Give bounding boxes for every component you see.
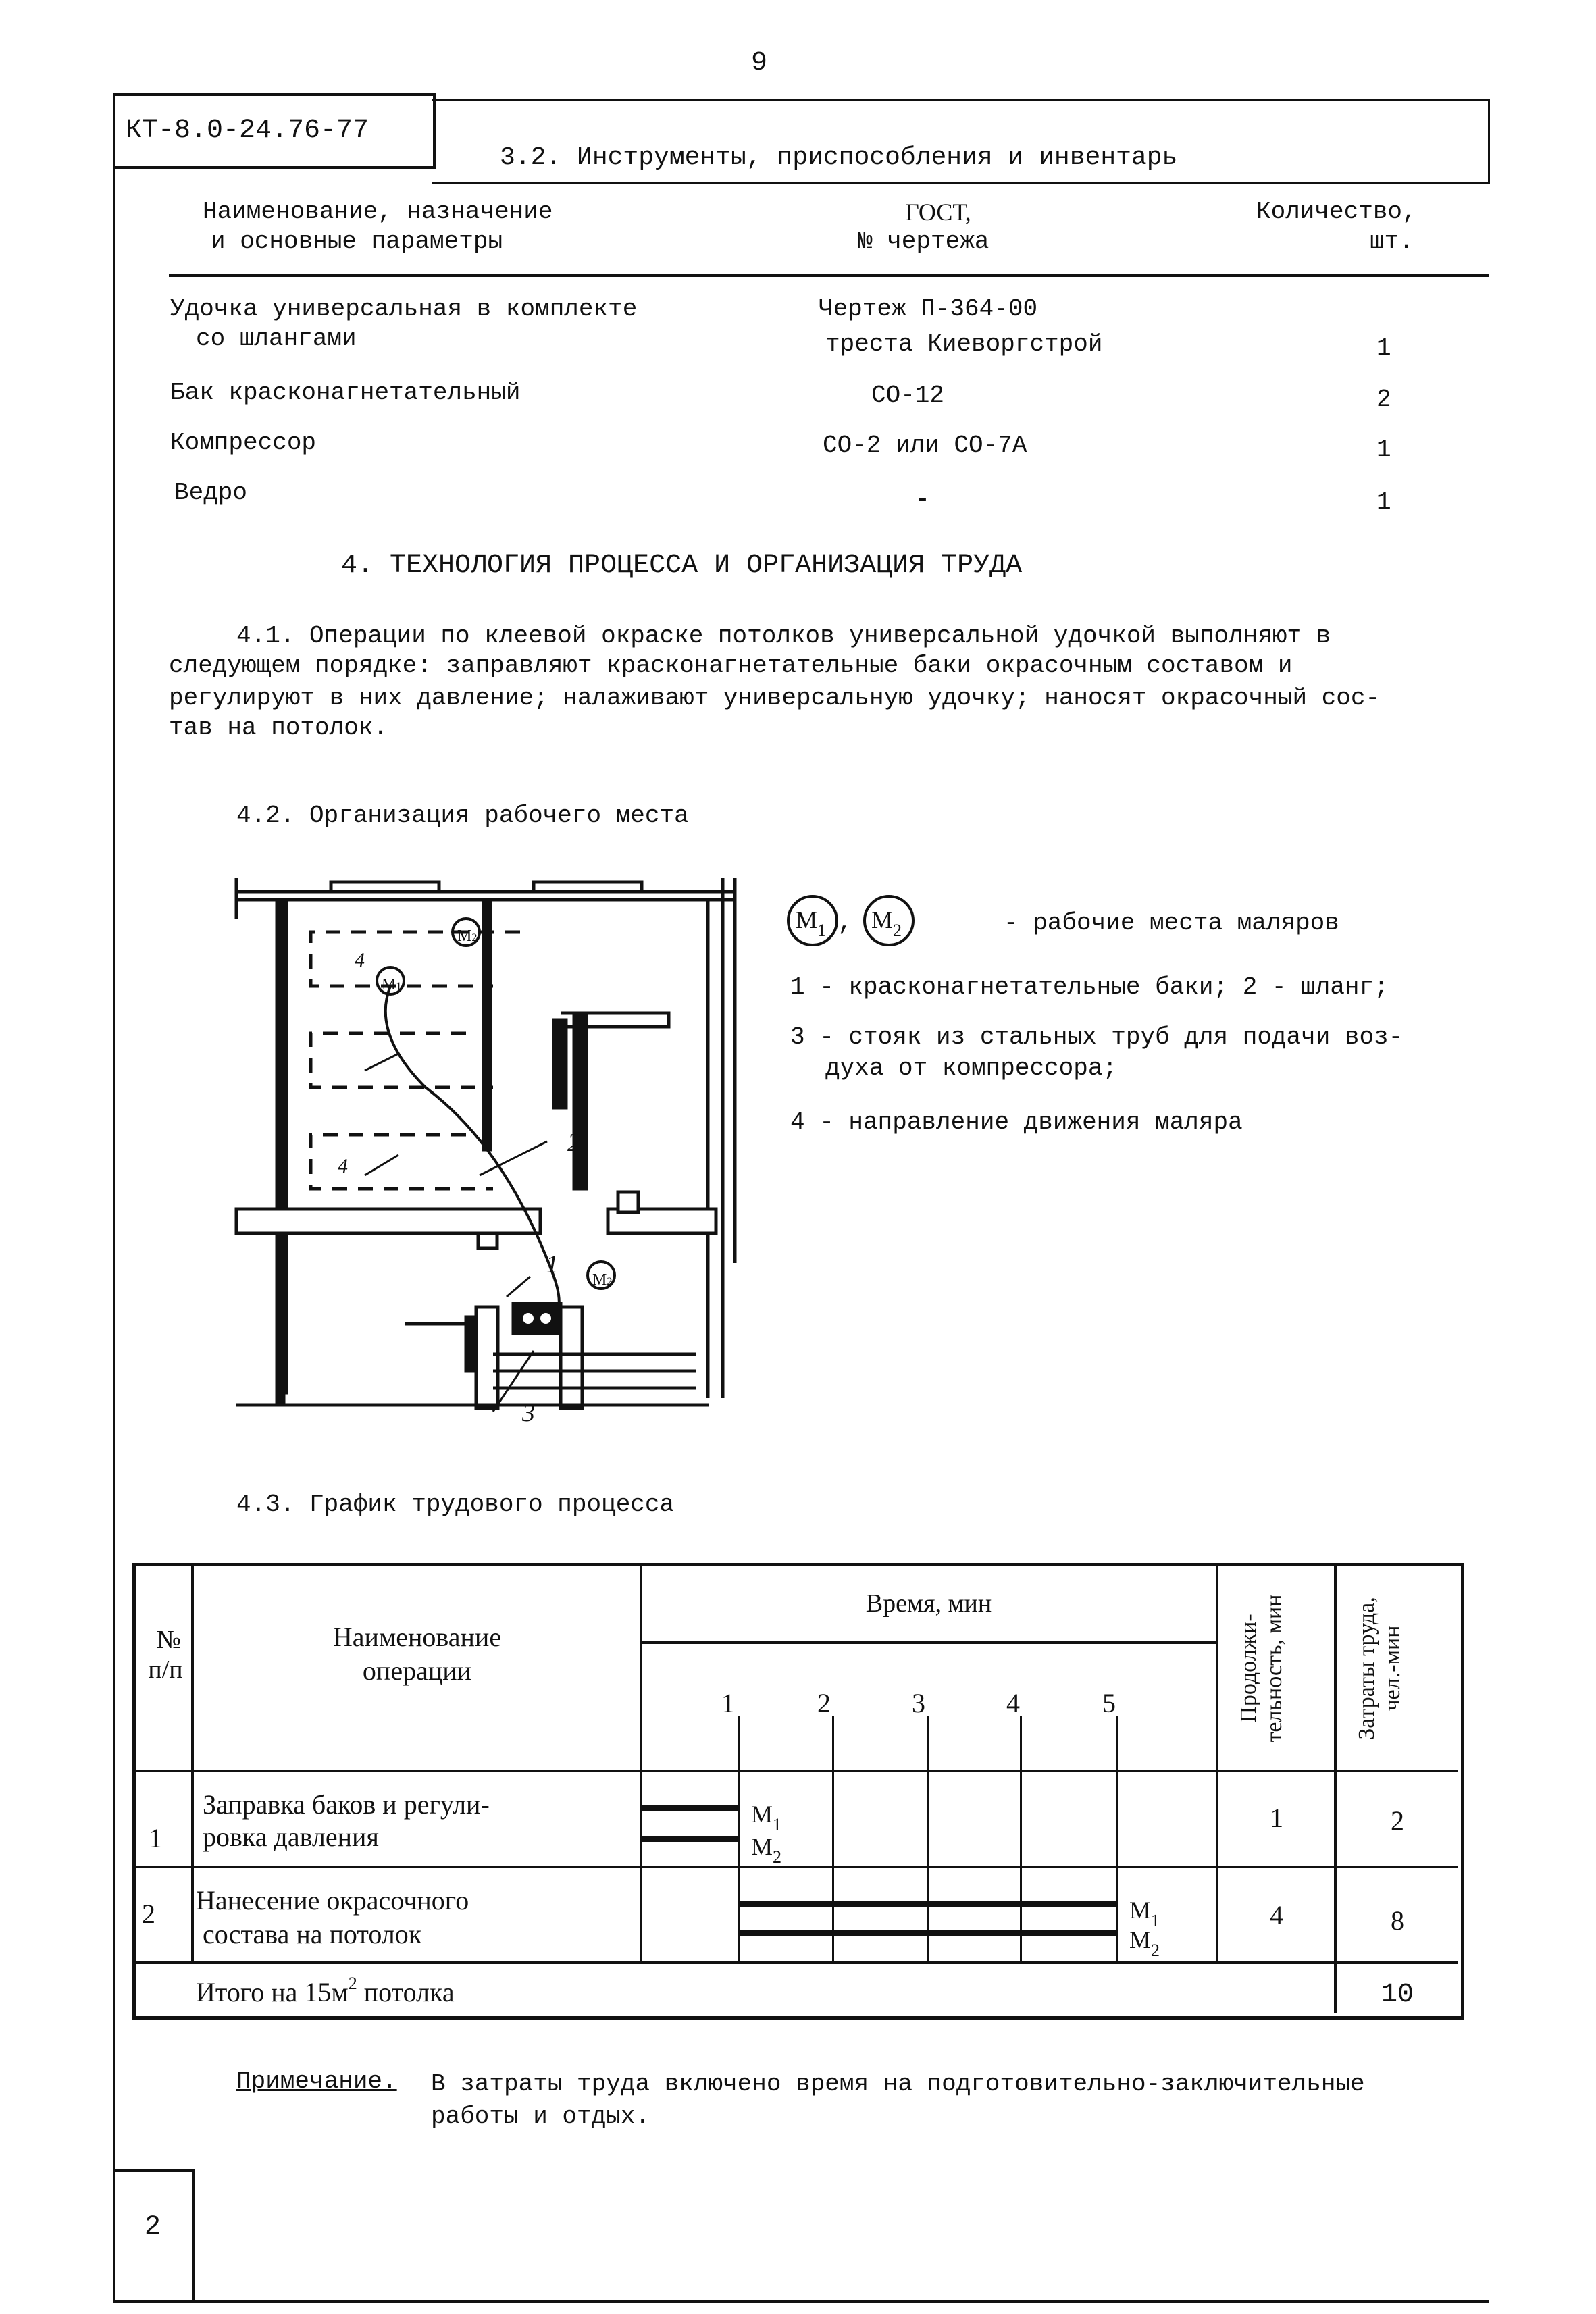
- heading-4-2: 4.2. Организация рабочего места: [236, 802, 689, 829]
- page-number: 9: [751, 48, 768, 78]
- diagram-m-lower: M2: [592, 1271, 613, 1289]
- para-4-1-line4: тав на потолок.: [169, 714, 388, 742]
- legend-m-desc: - рабочие места маляров: [1004, 909, 1339, 937]
- diagram-label-1: 1: [546, 1250, 559, 1279]
- tools-header-name-2: и основные параметры: [211, 228, 503, 255]
- tool-name-1: Удочка универсальная в комплекте: [170, 295, 638, 323]
- tool-gost-4: -: [915, 486, 930, 513]
- total-value: 10: [1381, 1980, 1414, 2010]
- tools-header-top-rule: [432, 182, 1489, 184]
- legend-m2: $M_2$: [871, 906, 902, 940]
- row2-no: 2: [142, 1899, 155, 1929]
- time-tick-4: 4: [1006, 1688, 1020, 1718]
- sched-vline-duration: [1334, 1563, 1337, 2013]
- time-gridline-3: [927, 1716, 929, 1961]
- sheet-box-right: [192, 2169, 195, 2303]
- note-line2: работы и отдых.: [431, 2103, 650, 2130]
- tool-qty-2: 2: [1376, 386, 1391, 413]
- sched-col-name: Наименование: [332, 1622, 502, 1652]
- tool-qty-1: 1: [1376, 334, 1391, 362]
- row2-bar-m2: [738, 1930, 1116, 1936]
- diagram-label-4b: 4: [338, 1155, 348, 1177]
- legend-comma: ,: [838, 908, 853, 937]
- doc-code: КТ-8.0-24.76-77: [126, 115, 369, 146]
- tools-header-qty: Количество,: [1256, 198, 1417, 226]
- legend-line-3: 4 - направление движения маляра: [790, 1108, 1243, 1136]
- legend-line-1: 1 - красконагнетательные баки; 2 - шланг;: [790, 973, 1389, 1001]
- row2-label-m1: $M_1$: [1129, 1897, 1160, 1930]
- row1-name-2: ровка давления: [203, 1822, 379, 1852]
- row2-bar-m1: [738, 1901, 1116, 1907]
- time-tick-1: 1: [721, 1688, 735, 1718]
- time-gridline-5: [1116, 1716, 1118, 1961]
- frame-right-line: [1488, 99, 1490, 184]
- sched-col-no: №: [156, 1626, 182, 1654]
- tool-gost-1b: треста Киеворгстрой: [825, 330, 1103, 358]
- sched-col-time: Время, мин: [865, 1589, 992, 1618]
- row2-duration: 4: [1270, 1900, 1283, 1930]
- diagram-label-3: 3: [522, 1399, 535, 1427]
- sched-col-labor: Затраты труда, чел.-мин: [1354, 1597, 1405, 1740]
- legend-line-2a: 3 - стояк из стальных труб для подачи воз-: [790, 1023, 1404, 1051]
- sched-hline-header: [132, 1770, 1458, 1772]
- para-4-1-line1: 4.1. Операции по клеевой окраске потолков универсальной удочкой выполняют в: [236, 622, 1331, 650]
- workplace-plan-diagram: [223, 858, 763, 1432]
- tool-qty-4: 1: [1376, 488, 1391, 516]
- row1-bar-m2: [642, 1836, 738, 1842]
- note-label: Примечание.: [236, 2067, 397, 2095]
- row1-no: 1: [149, 1823, 162, 1853]
- time-tick-3: 3: [912, 1688, 925, 1718]
- time-gridline-1: [738, 1716, 740, 1961]
- tool-name-4: Ведро: [174, 479, 248, 507]
- frame-top-line: [432, 99, 1489, 101]
- sheet-number: 2: [145, 2212, 161, 2242]
- frame-left-line: [113, 163, 115, 2303]
- row1-duration: 1: [1270, 1803, 1283, 1833]
- time-tick-2: 2: [817, 1688, 831, 1718]
- tools-header-qty-unit: шт.: [1370, 228, 1414, 255]
- diagram-label-4a: 4: [355, 949, 365, 971]
- sheet-box-top: [113, 2169, 194, 2172]
- sched-hline-time: [641, 1641, 1217, 1644]
- total-label: Итого на $15м^2$ потолка: [196, 1974, 455, 2007]
- row2-name: Нанесение окрасочного: [196, 1885, 469, 1916]
- row1-label-m2: $M_2$: [751, 1833, 782, 1867]
- diagram-label-2: 2: [567, 1129, 580, 1157]
- legend-line-2b: духа от компрессора;: [825, 1054, 1118, 1082]
- diagram-m-upper: M2: [457, 927, 478, 945]
- row2-name-2: состава на потолок: [203, 1919, 422, 1949]
- tools-header-gost: ГОСТ,: [905, 199, 971, 226]
- tools-header-bottom-rule: [169, 274, 1489, 277]
- sched-col-duration: Продолжи-тельность, мин: [1236, 1594, 1287, 1743]
- tool-name-3: Компрессор: [170, 429, 317, 457]
- section-3-2-title: 3.2. Инструменты, приспособления и инвентарь: [500, 143, 1178, 172]
- sched-hline-row1: [132, 1866, 1458, 1868]
- row1-name: Заправка баков и регули-: [203, 1789, 490, 1820]
- section-4-title: 4. ТЕХНОЛОГИЯ ПРОЦЕССА И ОРГАНИЗАЦИЯ ТРУДА: [341, 550, 1023, 581]
- legend-m1: $M_1$: [796, 906, 827, 940]
- tool-name-2: Бак красконагнетательный: [170, 379, 521, 407]
- note-line1: В затраты труда включено время на подготовительно-заключительные: [431, 2070, 1365, 2098]
- frame-bottom-line: [113, 2300, 1489, 2303]
- tools-header-name: Наименование, назначение: [203, 198, 553, 226]
- time-gridline-4: [1020, 1716, 1022, 1961]
- sched-vline-no: [191, 1563, 194, 1961]
- row2-labor: 8: [1391, 1905, 1404, 1936]
- para-4-1-line2: следующем порядке: заправляют красконагнетательные баки окрасочным составом и: [169, 652, 1293, 679]
- tool-qty-3: 1: [1376, 436, 1391, 463]
- time-tick-5: 5: [1102, 1688, 1116, 1718]
- diagram-m-middle: M1: [382, 976, 402, 994]
- sched-col-no-2: п/п: [148, 1655, 183, 1684]
- sched-hline-row2: [132, 1961, 1458, 1964]
- heading-4-3: 4.3. График трудового процесса: [236, 1491, 675, 1518]
- tool-gost-2: СО-12: [871, 382, 945, 409]
- row1-label-m1: $M_1$: [751, 1801, 782, 1834]
- row2-label-m2: $M_2$: [1129, 1926, 1160, 1960]
- sched-vline-name: [640, 1563, 642, 1961]
- sched-col-name-2: операции: [362, 1655, 472, 1686]
- tool-gost-3: СО-2 или СО-7А: [823, 432, 1027, 459]
- time-gridline-2: [832, 1716, 834, 1961]
- row1-labor: 2: [1391, 1805, 1404, 1836]
- tools-header-drawing: № чертежа: [858, 228, 989, 255]
- tool-gost-1: Чертеж П-364-00: [819, 295, 1038, 323]
- sched-vline-time: [1216, 1563, 1218, 1961]
- para-4-1-line3: регулируют в них давление; налаживают универсальную удочку; наносят окрасочный сос-: [169, 684, 1381, 712]
- tool-name-1b: со шлангами: [196, 325, 357, 353]
- row1-bar-m1: [642, 1805, 738, 1811]
